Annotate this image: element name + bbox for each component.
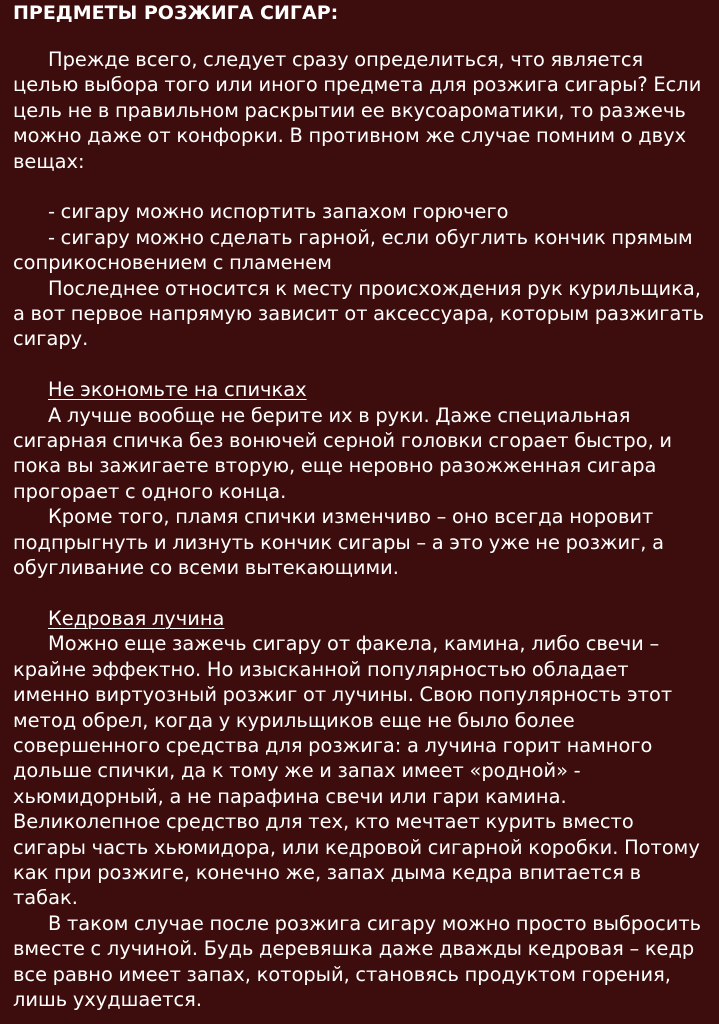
section1-paragraph-1: А лучше вообще не берите их в руки. Даже специальная сигарная спичка без вонючей серной головки сгорает быстро, и пока вы зажигаете вторую, еще неровно разожженная сигара прогорает с одного конца.	[13, 403, 673, 503]
intro-paragraph-2: Последнее относится к месту происхождения рук курильщика, а вот первое напрямую зависит от аксессуара, которым разжигать сигару.	[13, 276, 705, 351]
intro-paragraph-1: Прежде всего, следует сразу определиться, что является целью выбора того или иного предмета для розжига сигары? Если цель не в правильном раскрытии ее вкусоароматики, то разжечь можно даже от конфорки. В противном же случае помним о двух вещах:	[13, 48, 702, 173]
section2-paragraph-2: В таком случае после розжига сигару можно просто выбросить вместе с лучиной. Будь деревяшка даже дважды кедровая – кедр все равно имеет запах, который, становясь продуктом горения, лишь ухудшается.	[13, 911, 702, 1011]
section-heading-matches: Не экономьте на спичках	[48, 378, 307, 402]
spacer	[13, 28, 709, 47]
spacer	[13, 581, 709, 606]
spacer	[13, 174, 709, 199]
spacer	[13, 352, 709, 377]
section1-paragraph-2: Кроме того, пламя спички изменчиво – оно всегда норовит подпрыгнуть и лизнуть кончик сигары – а это уже не розжиг, а обугливание со всеми вытекающими.	[13, 505, 665, 580]
section2-paragraph-1: Можно еще зажечь сигару от факела, камина, либо свечи – крайне эффектно. Но изысканной популярностью обладает именно виртуозный розжиг от лучины. Свою популярность этот метод обрел, когда у курильщиков еще не было более совершенного средства для розжига: а лучина горит намного дольше спички, да к тому же и запах имеет «родной» - хьюмидорный, а не парафина свечи или гари камина. Великолепное средство для тех, кто мечтает курить вместо сигары часть хьюмидора, или кедровой сигарной коробки. Потому как при розжиге, конечно же, запах дыма кедра впитается в табак.	[13, 632, 700, 910]
intro-list-item-2: - сигару можно сделать гарной, если обуглить кончик прямым соприкосновением с пламенем	[13, 225, 693, 275]
page-title: ПРЕДМЕТЫ РОЗЖИГА СИГАР:	[13, 2, 339, 24]
section-heading-cedar-splint: Кедровая лучина	[48, 606, 225, 630]
intro-list-item-1: - сигару можно испортить запахом горючего	[48, 200, 509, 224]
